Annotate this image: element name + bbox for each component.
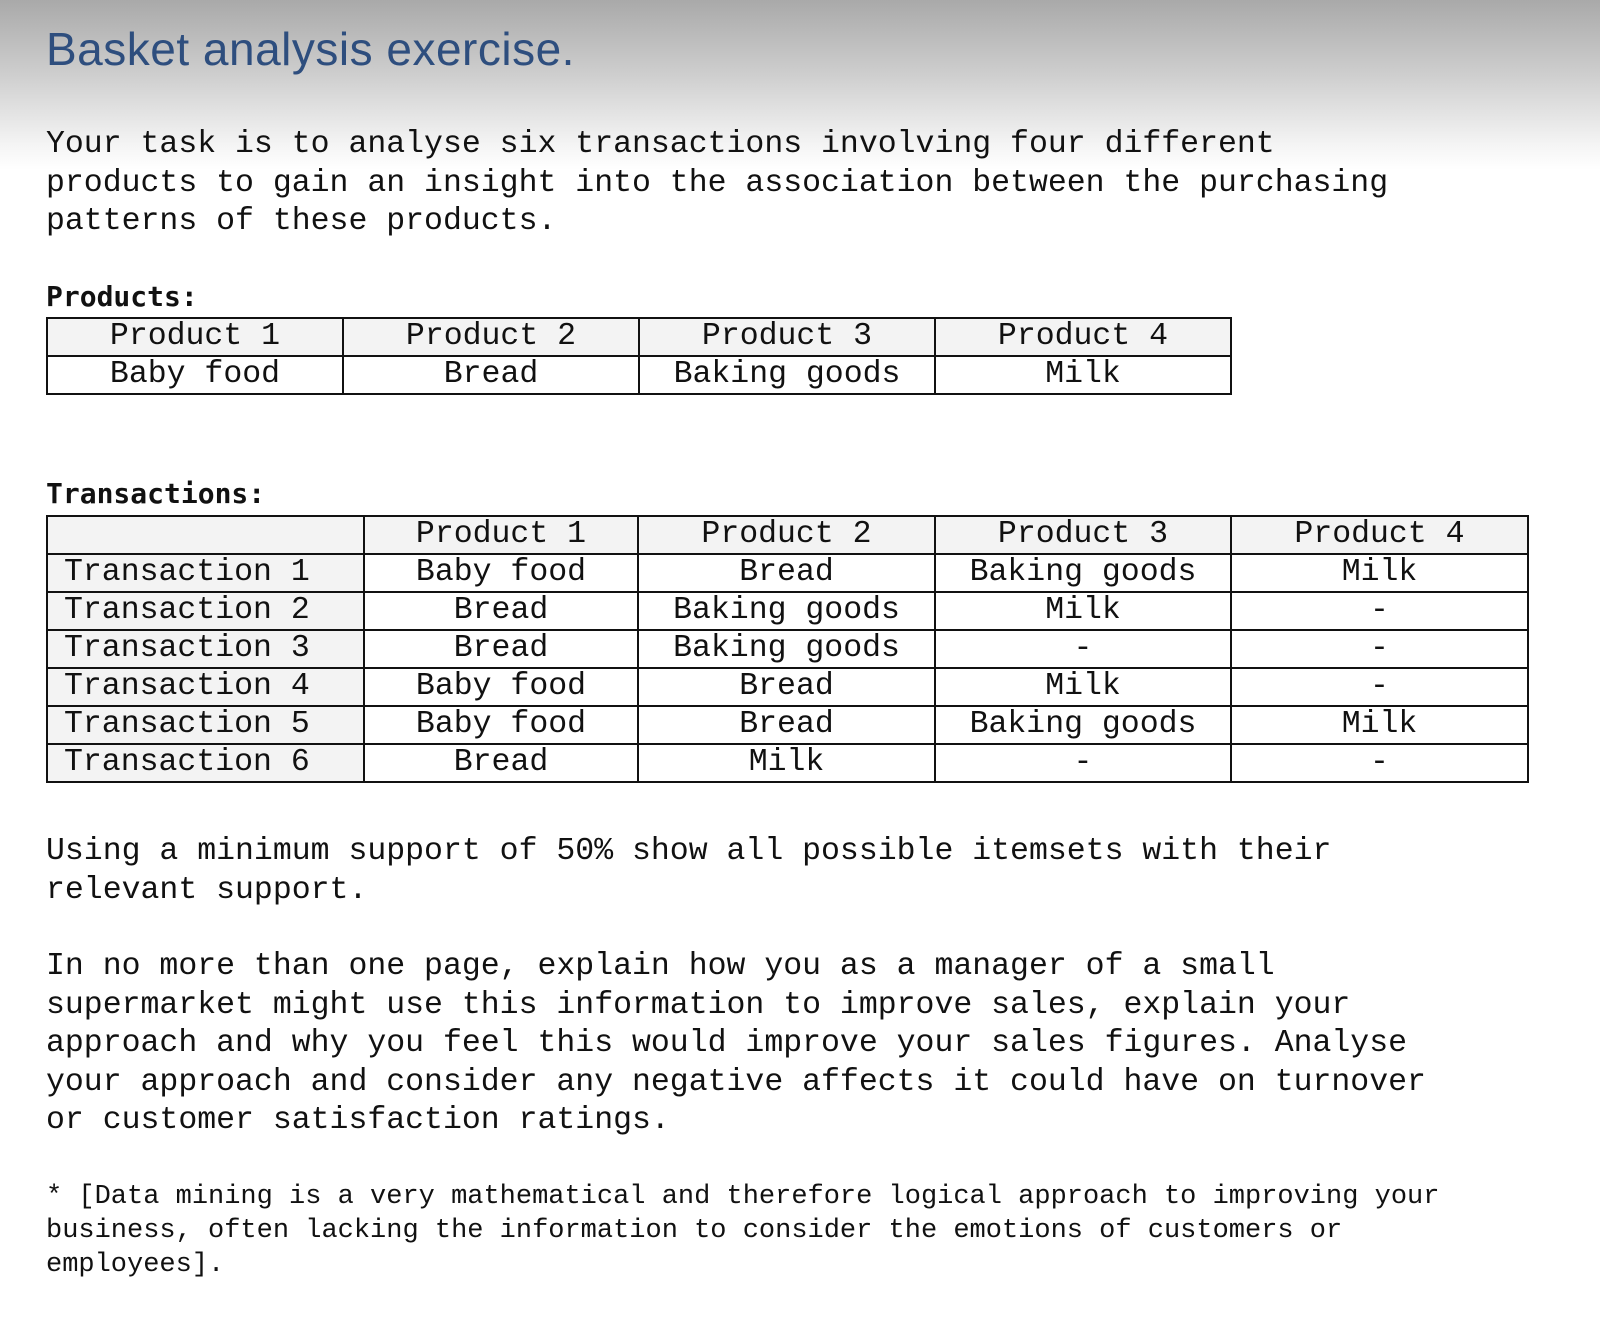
transactions-corner-cell: [47, 516, 364, 554]
support-task-paragraph: Using a minimum support of 50% show all possible itemsets with their relevant support.: [46, 834, 1332, 908]
transaction-cell: Milk: [1231, 706, 1528, 744]
products-label: Products:: [46, 280, 198, 313]
transactions-header-cell: Product 3: [935, 516, 1231, 554]
product-name-cell: Baby food: [47, 356, 343, 394]
product-name-cell: Baking goods: [639, 356, 935, 394]
transaction-cell: Milk: [935, 592, 1231, 630]
products-header-cell: Product 2: [343, 318, 639, 356]
transaction-cell: Milk: [935, 668, 1231, 706]
products-header-cell: Product 4: [935, 318, 1231, 356]
products-name-row: [47, 356, 1231, 394]
transaction-label: Transaction 4: [47, 668, 364, 706]
transaction-cell: Baking goods: [638, 592, 935, 630]
transaction-label: Transaction 5: [47, 706, 364, 744]
transaction-label: Transaction 6: [47, 744, 364, 782]
transactions-header-cell: Product 4: [1231, 516, 1528, 554]
transaction-cell: Baking goods: [638, 630, 935, 668]
transaction-row: [47, 706, 1528, 744]
transaction-cell: -: [1231, 744, 1528, 782]
transaction-cell: -: [1231, 668, 1528, 706]
intro-paragraph: Your task is to analyse six transactions involving four different products to gain an insight into the association between the purchasing patterns of these products.: [46, 127, 1389, 239]
transaction-cell: -: [935, 630, 1231, 668]
transaction-cell: Baking goods: [935, 706, 1231, 744]
products-table: [46, 317, 1232, 395]
transactions-table: [46, 515, 1529, 783]
transactions-header-cell: Product 2: [638, 516, 935, 554]
transaction-label: Transaction 3: [47, 630, 364, 668]
transactions-header-cell: Product 1: [364, 516, 638, 554]
transaction-cell: -: [935, 744, 1231, 782]
transaction-row: [47, 630, 1528, 668]
transaction-cell: -: [1231, 592, 1528, 630]
transactions-header-row: [47, 516, 1528, 554]
transaction-cell: Milk: [1231, 554, 1528, 592]
transactions-label: Transactions:: [46, 477, 266, 510]
transaction-cell: Bread: [364, 630, 638, 668]
product-name-cell: Milk: [935, 356, 1231, 394]
products-header-cell: Product 3: [639, 318, 935, 356]
transaction-cell: Baby food: [364, 554, 638, 592]
transaction-cell: Bread: [638, 554, 935, 592]
transaction-row: [47, 744, 1528, 782]
transaction-label: Transaction 1: [47, 554, 364, 592]
products-header-row: [47, 318, 1231, 356]
transaction-cell: -: [1231, 630, 1528, 668]
transaction-cell: Bread: [638, 668, 935, 706]
page-title: Basket analysis exercise.: [46, 23, 575, 75]
transaction-cell: Bread: [364, 592, 638, 630]
products-header-cell: Product 1: [47, 318, 343, 356]
footnote: * [Data mining is a very mathematical and therefore logical approach to improving your business, often lacking the information to consider the emotions of customers or employees].: [46, 1182, 1440, 1280]
transaction-cell: Bread: [638, 706, 935, 744]
transaction-cell: Baby food: [364, 668, 638, 706]
product-name-cell: Bread: [343, 356, 639, 394]
transaction-row: [47, 592, 1528, 630]
transaction-cell: Baking goods: [935, 554, 1231, 592]
transaction-row: [47, 554, 1528, 592]
manager-task-paragraph: In no more than one page, explain how you as a manager of a small supermarket might use this information to improve sales, explain your approach and why you feel this would improve your sales figures. Analyse your approach and consider any negative affects it could have on turnover or customer satisfaction ratings.: [46, 949, 1426, 1138]
transaction-cell: Baby food: [364, 706, 638, 744]
transaction-cell: Bread: [364, 744, 638, 782]
transaction-label: Transaction 2: [47, 592, 364, 630]
transaction-row: [47, 668, 1528, 706]
transaction-cell: Milk: [638, 744, 935, 782]
